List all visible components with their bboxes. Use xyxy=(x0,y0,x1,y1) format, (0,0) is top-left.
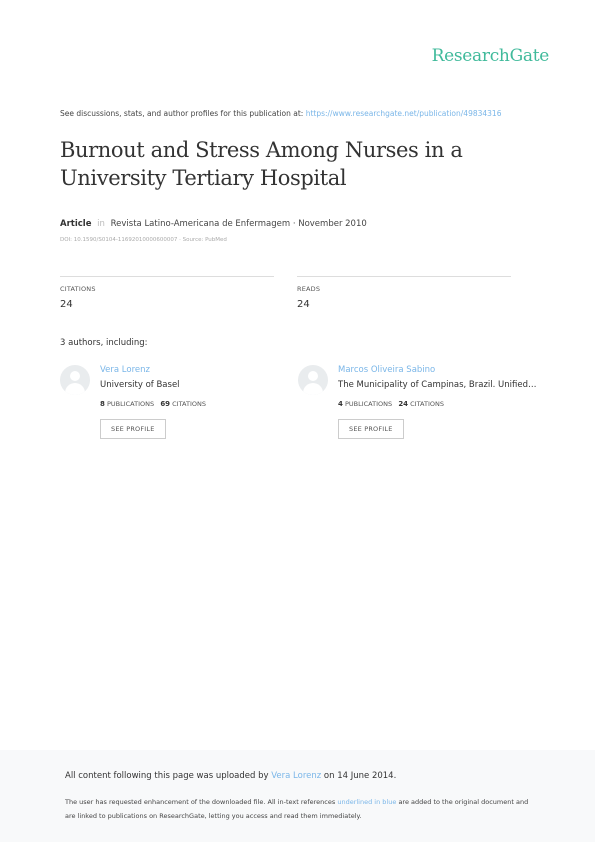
footer xyxy=(0,750,595,842)
publications-label: PUBLICATIONS xyxy=(344,400,393,408)
underlined-link[interactable]: underlined in blue xyxy=(337,798,397,806)
author-citations-label: CITATIONS xyxy=(410,400,444,408)
publication-link[interactable]: https://www.researchgate.net/publication/49834316 xyxy=(305,109,502,118)
avatar-body-icon xyxy=(303,383,323,395)
see-profile-button[interactable]: SEE PROFILE xyxy=(100,419,166,439)
doi-line: DOI: 10.1590/S0104-11692010000600007 · Source: PubMed xyxy=(60,237,227,243)
publications-count: 8 xyxy=(100,400,105,408)
avatar-head-icon xyxy=(308,371,318,381)
enhancement-note xyxy=(65,795,535,823)
discussions-line xyxy=(60,109,501,118)
citations-label: CITATIONS xyxy=(60,285,96,293)
avatar[interactable] xyxy=(298,365,328,395)
in-label: in xyxy=(97,219,105,229)
avatar-body-icon xyxy=(65,383,85,395)
see-profile-button[interactable]: SEE PROFILE xyxy=(338,419,404,439)
author-name[interactable]: Marcos Oliveira Sabino xyxy=(338,365,436,375)
author-institution: The Municipality of Campinas, Brazil. Unified… xyxy=(338,380,537,390)
note-suffix: are added to the original document and are linked to publications on ResearchGate, letting you access and read them immediately. xyxy=(65,798,529,820)
paper-title: Burnout and Stress Among Nurses in a University Tertiary Hospital xyxy=(60,138,463,190)
note-prefix: The user has requested enhancement of the downloaded file. All in-text references xyxy=(65,798,336,806)
author-counts xyxy=(338,400,444,408)
article-type: Article xyxy=(60,219,92,229)
citations-value: 24 xyxy=(60,299,73,310)
reads-label: READS xyxy=(297,285,321,293)
uploaded-line xyxy=(65,771,396,781)
citations-count: 24 xyxy=(398,400,409,408)
uploaded-prefix: All content following this page was uploaded by xyxy=(65,771,269,781)
authors-count[interactable]: 3 authors xyxy=(60,338,101,348)
avatar[interactable] xyxy=(60,365,90,395)
authors-heading xyxy=(60,338,148,348)
avatar-head-icon xyxy=(70,371,80,381)
uploaded-suffix: on 14 June 2014. xyxy=(323,771,397,781)
author-counts xyxy=(100,400,206,408)
publications-label: PUBLICATIONS xyxy=(106,400,155,408)
author-citations-label: CITATIONS xyxy=(172,400,206,408)
reads-value: 24 xyxy=(297,299,310,310)
citations-stat xyxy=(60,276,274,310)
paper-meta xyxy=(60,219,367,229)
journal-name[interactable]: Revista Latino-Americana de Enfermagem · November 2010 xyxy=(110,219,367,229)
authors-heading-rest: , including: xyxy=(100,338,148,348)
uploader-link[interactable]: Vera Lorenz xyxy=(271,771,322,781)
publications-count: 4 xyxy=(338,400,343,408)
citations-count: 69 xyxy=(160,400,171,408)
researchgate-logo[interactable]: ResearchGate xyxy=(431,46,549,66)
discussions-text: See discussions, stats, and author profiles for this publication at: xyxy=(60,109,304,118)
reads-stat xyxy=(297,276,511,310)
author-institution: University of Basel xyxy=(100,380,180,390)
author-name[interactable]: Vera Lorenz xyxy=(100,365,150,375)
